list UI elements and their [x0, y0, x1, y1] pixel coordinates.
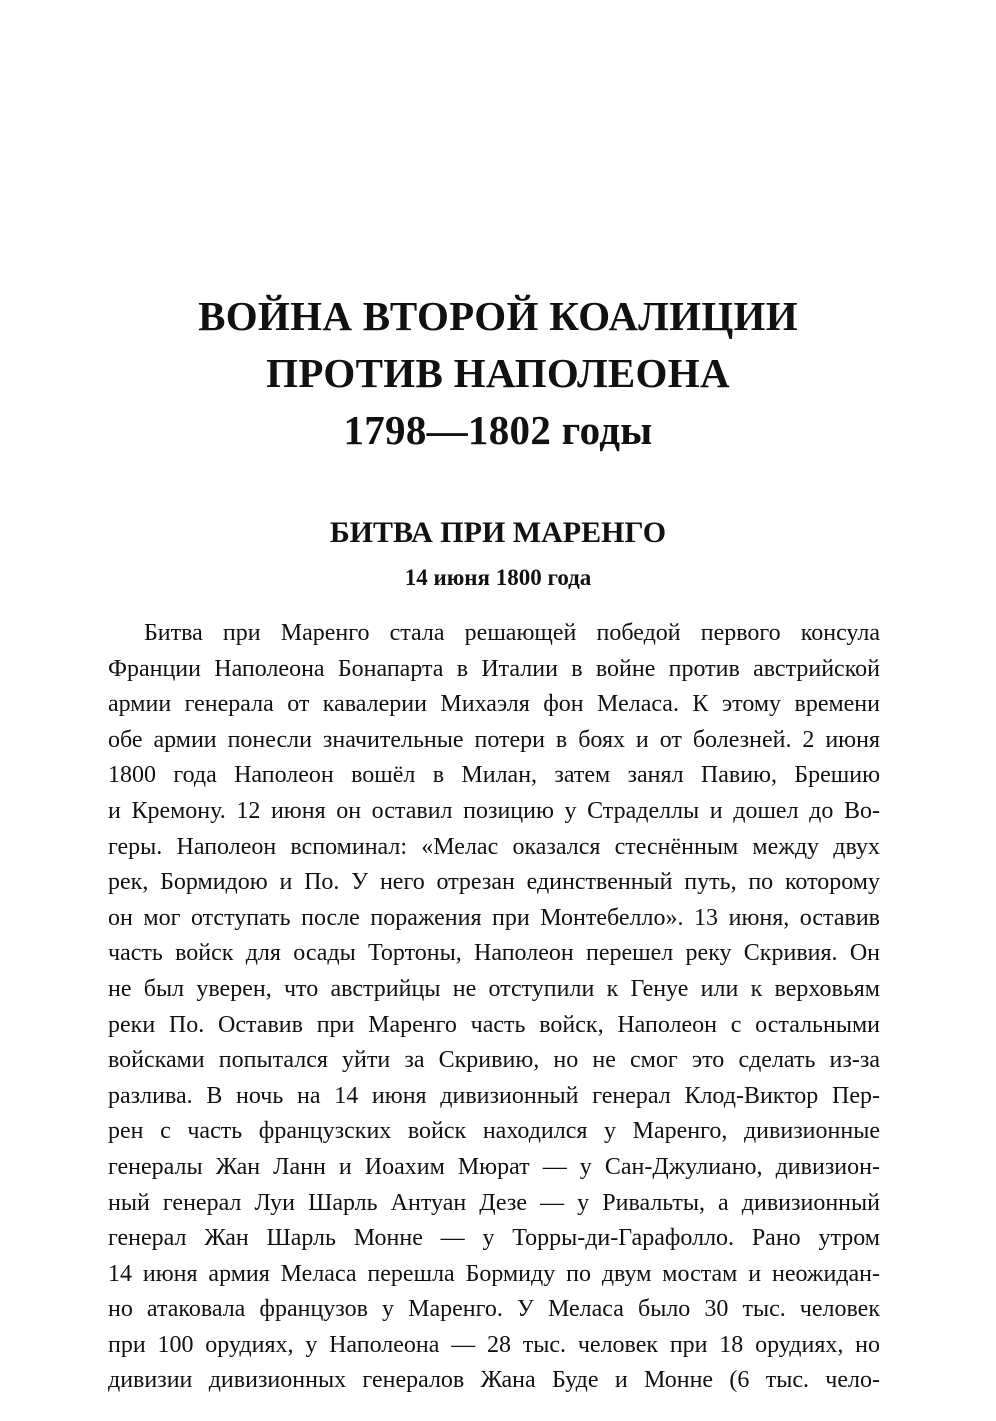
text-line: обе армии понесли значительные потери в боях и от болезней. 2 июня — [108, 726, 880, 753]
text-line: но атаковала французов у Маренго. У Меласа было 30 тыс. человек — [108, 1296, 880, 1323]
text-line: 1800 года Наполеон вошёл в Милан, затем занял Павию, Брешию — [108, 762, 880, 789]
text-line: разлива. В ночь на 14 июня дивизионный генерал Клод-Виктор Пер- — [108, 1082, 880, 1109]
text-line: не был уверен, что австрийцы не отступили к Генуе или к верховьям — [108, 975, 880, 1002]
chapter-title — [0, 288, 996, 459]
text-line: реки По. Оставив при Маренго часть войск, Наполеон с остальными — [108, 1011, 880, 1038]
text-line: и Кремону. 12 июня он оставил позицию у Страделлы и дошел до Во- — [108, 797, 880, 824]
chapter-title-line-2: ПРОТИВ НАПОЛЕОНА — [266, 350, 730, 396]
text-line: рен с часть французских войск находился у Маренго, дивизионные — [108, 1118, 880, 1145]
chapter-title-line-1: ВОЙНА ВТОРОЙ КОАЛИЦИИ — [198, 293, 798, 339]
text-line: он мог отступать после поражения при Монтебелло». 13 июня, оставив — [108, 904, 880, 931]
text-line: генерал Жан Шарль Монне — у Торры-ди-Гарафолло. Рано утром — [108, 1225, 880, 1252]
section-title: БИТВА ПРИ МАРЕНГО — [329, 516, 667, 549]
text-line: при 100 орудиях, у Наполеона — 28 тыс. человек при 18 орудиях, но — [108, 1331, 880, 1358]
text-line: Франции Наполеона Бонапарта в Италии в войне против австрийской — [108, 655, 880, 682]
text-line: дивизии дивизионных генералов Жана Буде и Монне (6 тыс. чело- — [108, 1367, 880, 1394]
text-line: геры. Наполеон вспоминал: «Мелас оказался стеснённым между двух — [108, 833, 880, 860]
section-date: 14 июня 1800 года — [404, 565, 592, 590]
text-line: Битва при Маренго стала решающей победой первого консула — [144, 620, 880, 646]
text-line: рек, Бормидою и По. У него отрезан единственный путь, по которому — [108, 869, 880, 896]
chapter-title-line-3: 1798—1802 годы — [343, 407, 653, 453]
text-line: армии генерала от кавалерии Михаэля фон Меласа. К этому времени — [108, 691, 880, 718]
text-line: ный генерал Луи Шарль Антуан Дезе — у Ривальты, а дивизионный — [108, 1189, 880, 1216]
text-line: войсками попытался уйти за Скривию, но не смог это сделать из-за — [108, 1047, 880, 1074]
text-line: генералы Жан Ланн и Иоахим Мюрат — у Сан-Джулиано, дивизион- — [108, 1153, 880, 1180]
body-paragraph — [108, 616, 880, 1399]
text-line: 14 июня армия Меласа перешла Бормиду по двум мостам и неожидан- — [108, 1260, 880, 1287]
text-line: часть войск для осады Тортоны, Наполеон перешел реку Скривия. Он — [108, 940, 880, 967]
